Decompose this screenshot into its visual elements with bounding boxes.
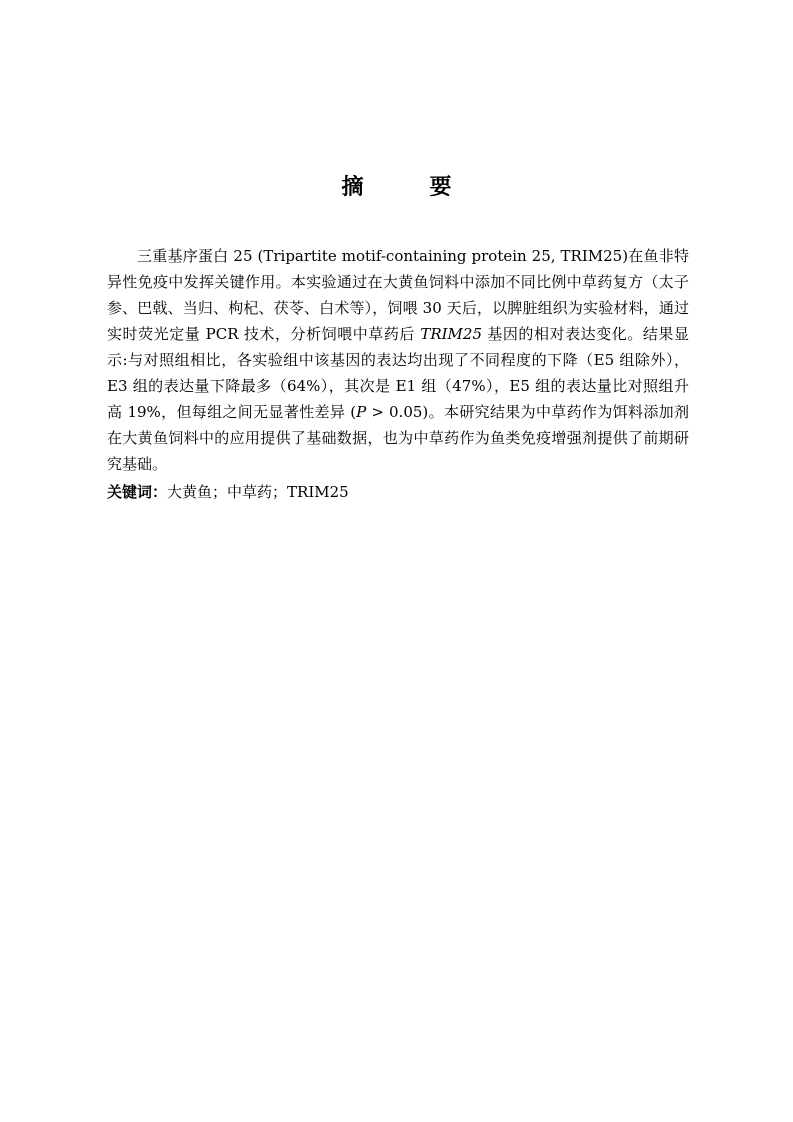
keywords-text: 大黄鱼；中草药；TRIM25 — [167, 483, 349, 501]
abstract-title: 摘 要 — [341, 175, 474, 200]
p-value-symbol: P — [356, 403, 367, 421]
abstract-text-part1: 三重基序蛋白 25 (Tripartite motif-containing protein 25, TRIM25)在鱼非特异性免疫中发挥关键作用。本实验通过在大黄鱼饲料中添加不同比例中草药复方（太子参、巴戟、当归、枸杞、茯苓、白术等），饲喂 30 天后，以脾脏组织为实验材料，通过实时荧光定量 PCR 技术，分析饲喂中草药后 — [107, 247, 689, 343]
gene-name: TRIM25 — [420, 325, 482, 343]
abstract-text-part3: > 0.05)。本研究结果为中草药作为饵料添加剂在大黄鱼饲料中的应用提供了基础数据，也为中草药作为鱼类免疫增强剂提供了前期研究基础。 — [107, 403, 690, 473]
abstract-text-part2: 基因的相对表达变化。结果显示:与对照组相比，各实验组中该基因的表达均出现了不同程度的下降（E5 组除外），E3 组的表达量下降最多（64%），其次是 E1 组（47%），E5 组的表达量比对照组升高 19%，但每组之间无显著性差异 ( — [107, 325, 689, 421]
keywords-line — [107, 479, 689, 505]
keywords-label: 关键词： — [107, 483, 168, 501]
abstract-paragraph — [107, 243, 689, 477]
